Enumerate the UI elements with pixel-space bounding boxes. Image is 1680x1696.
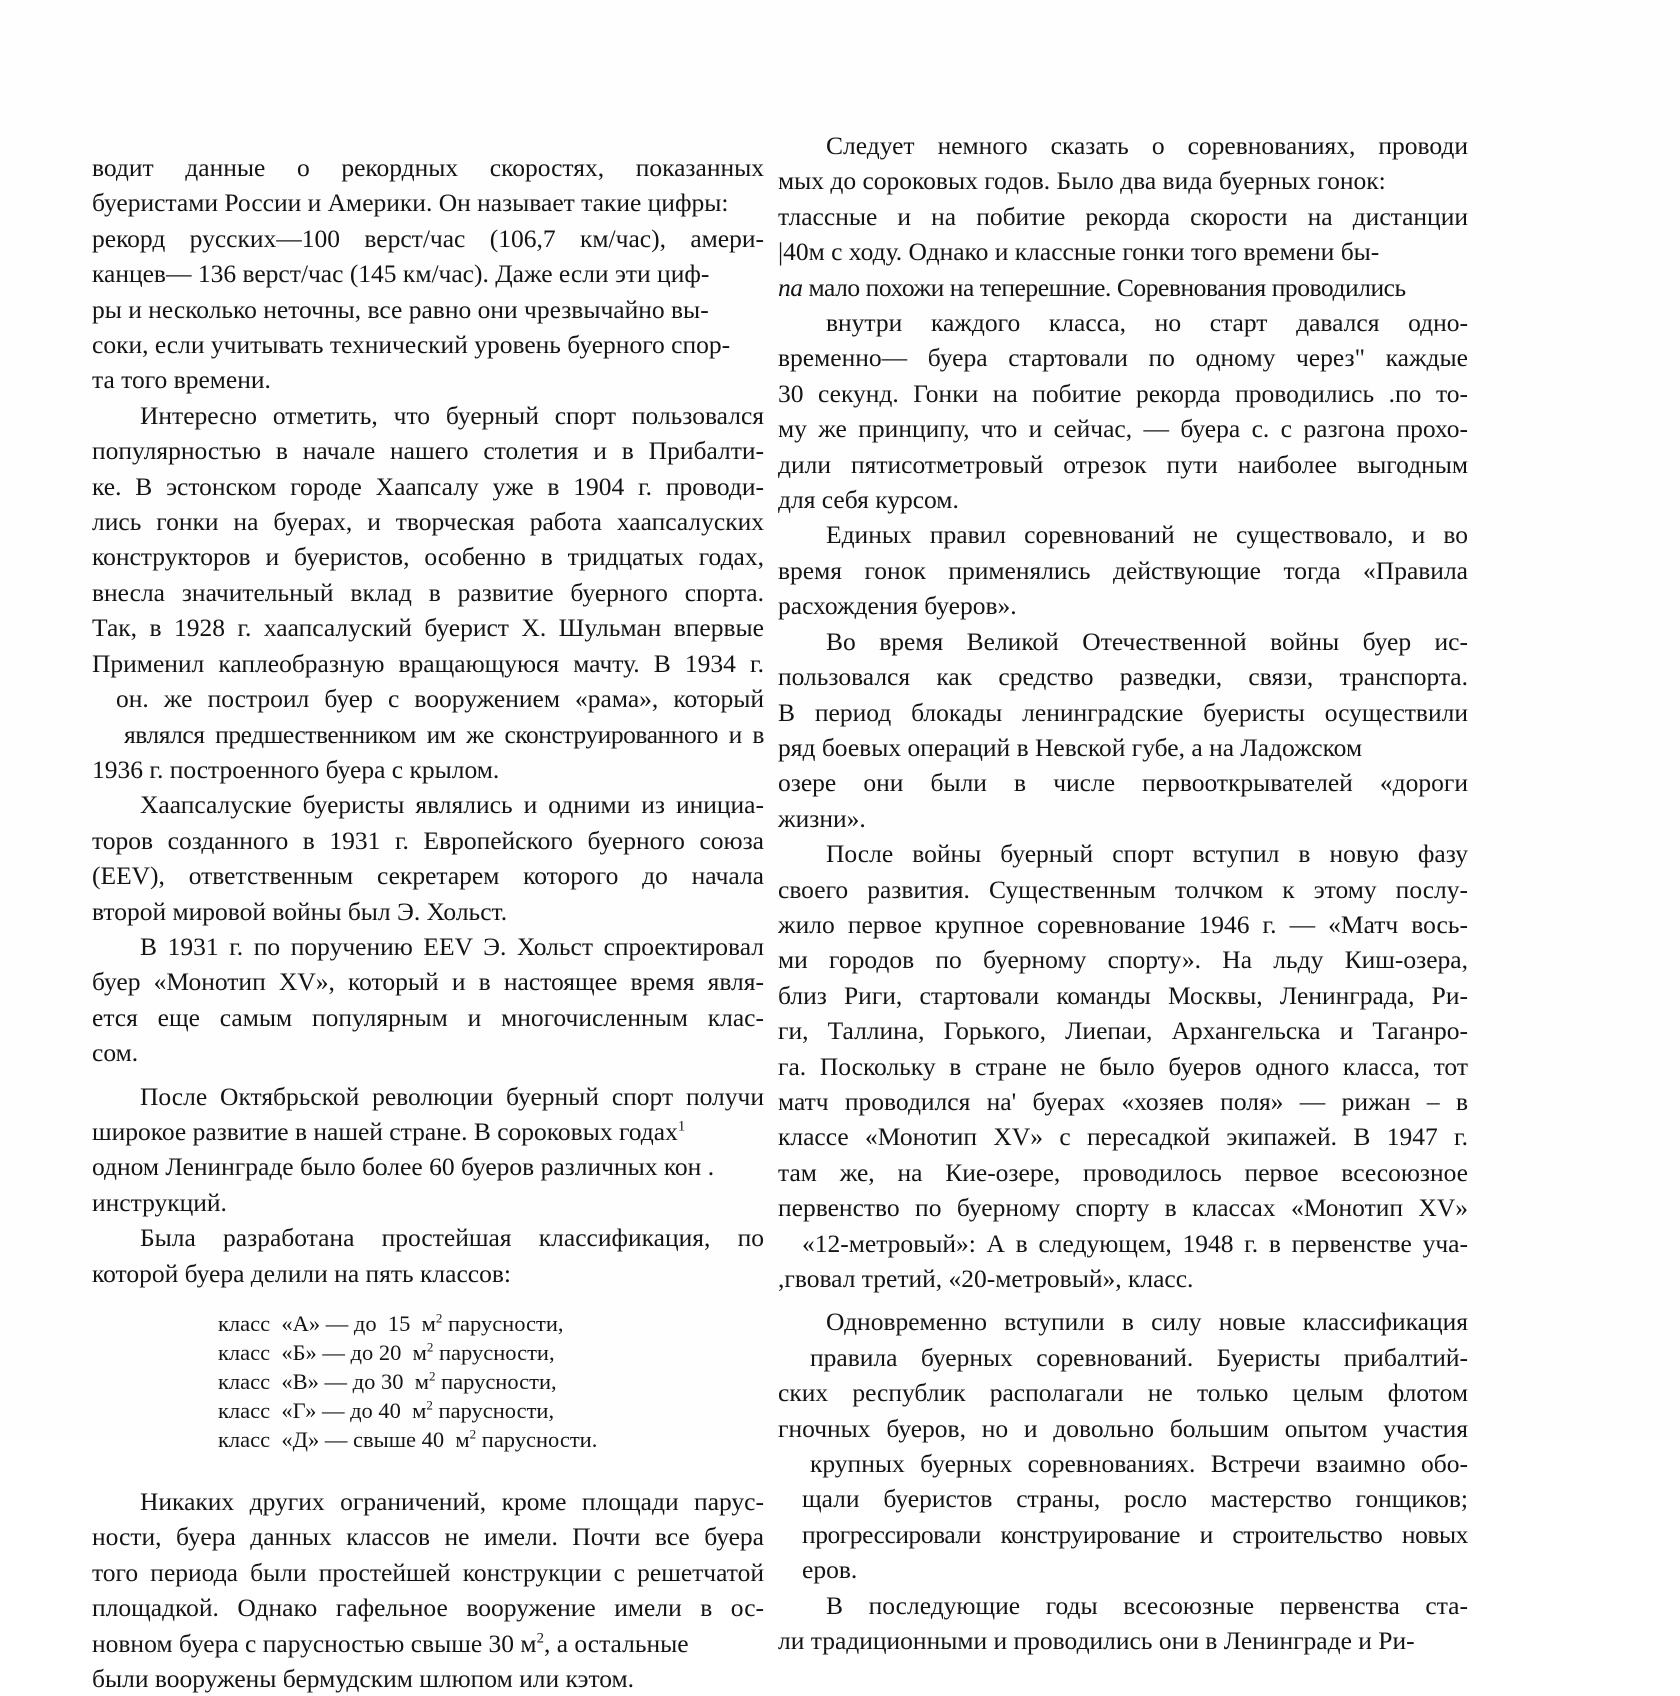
paragraph-spacer — [778, 1296, 1468, 1304]
text-line: ряд боевых операций в Невской губе, а на Ладожском — [778, 732, 1363, 762]
text-line: сом. — [92, 1038, 139, 1068]
text-line: были вооружены бермудским шлюпом или кэтом. — [92, 1664, 635, 1694]
text-line: популярностью в начале нашего столетия и в Прибалти- — [92, 436, 764, 466]
text-line: дили пятисотметровый отрезок пути наиболее выгодным — [778, 449, 1468, 479]
class-tail: парусности, — [433, 1340, 555, 1365]
text-line: Никаких других ограничений, кроме площади парус- — [140, 1487, 764, 1516]
text-line: для себя курсом. — [778, 485, 959, 515]
class-label: класс «Г» — до 40 м — [218, 1398, 427, 1423]
text-line: «12-метровый»: А в следующем, 1948 г. в первенстве уча- — [802, 1228, 1468, 1258]
text-line: После Октябрьской революции буерный спорт получи — [140, 1081, 764, 1111]
text-line: одном Ленинграде было более 60 буеров различных кон . — [92, 1152, 715, 1182]
text-line: второй мировой войны был Э. Хольст. — [92, 896, 508, 926]
class-tail: парусности, — [435, 1369, 557, 1394]
text-line: инструкций. — [92, 1187, 227, 1217]
text-line: та того времени. — [92, 365, 271, 395]
text-line: В последующие годы всесоюзные первенства ста- — [826, 1590, 1468, 1620]
list-item — [92, 1338, 764, 1367]
text-line: рекорд русских—100 верст/час (106,7 км/час), амери- — [92, 223, 764, 253]
class-label: класс «Д» — свыше 40 м — [218, 1427, 470, 1452]
text-line: своего развития. Существенным толчком к этому послу- — [778, 874, 1468, 904]
paragraph-eev — [92, 787, 764, 929]
text-line: ности, буера данных классов не имели. Почти все буера — [92, 1522, 764, 1552]
class-tail: парусности, — [432, 1398, 555, 1423]
text-line: торов созданного в 1931 г. Европейского буерного союза — [92, 825, 764, 855]
text-line: ли традиционными и проводились они в Ленинграде и Ри- — [778, 1626, 1415, 1656]
paragraph-new-rules — [778, 1304, 1468, 1587]
text-line: он. же построил буер с вооружением «рама», который — [116, 684, 764, 714]
text-line: Была разработана простейшая классификация, по — [140, 1223, 764, 1253]
text-line: расхождения буеров». — [778, 591, 1017, 621]
list-item — [92, 1425, 764, 1454]
text-line: мых до сороковых годов. Было два вида буерных гонок: — [778, 166, 1386, 196]
text-line: которой буера делили на пять классов: — [92, 1258, 511, 1288]
text-line: прогрессировали конструирование и строительство новых — [802, 1519, 1468, 1549]
paragraph-limits — [92, 1484, 764, 1696]
square-exponent: 2 — [426, 1339, 434, 1355]
text-line: ских республик располагали не только целым флотом — [778, 1378, 1468, 1408]
footnote-marker: 1 — [677, 1118, 686, 1135]
list-item — [92, 1309, 764, 1338]
text-line: классе «Монотип XV» с пересадкой экипажей. В 1947 г. — [778, 1122, 1468, 1152]
text-line: Интересно отметить, что буерный спорт пользовался — [140, 400, 764, 430]
text-line: Так, в 1928 г. хаапсалуский буерист Х. Шульман впервые — [92, 613, 764, 643]
text-line: |40м с ходу. Однако и классные гонки того времени бы- — [778, 237, 1380, 267]
class-label: класс «В» — до 30 м — [218, 1369, 429, 1394]
text-line: 30 секунд. Гонки на побитие рекорда проводились .по то- — [778, 378, 1468, 408]
text-line: жизни». — [778, 803, 866, 833]
text-line: жило первое крупное соревнование 1946 г. — «Матч вось- — [778, 909, 1468, 939]
text-line: площадкой. Однако гафельное вооружение имели в ос- — [92, 1593, 764, 1623]
text-line: тлассные и на побитие рекорда скорости на дистанции — [778, 201, 1468, 231]
text-line: ,гвовал третий, «20-метровый», класс. — [778, 1264, 1194, 1293]
paragraph-haapsalu — [92, 398, 764, 787]
square-exponent: 2 — [435, 1310, 443, 1326]
text-line: Одновременно вступили в силу новые классификация — [826, 1307, 1468, 1337]
paragraph-spacer — [92, 1454, 764, 1484]
text-line: му же принципу, что и сейчас, — буера с. с разгона прохо- — [778, 414, 1468, 444]
text-line: первенство по буерному спорту в классах «Монотип XV» — [778, 1193, 1468, 1223]
text-line: ры и несколько неточны, все равно они чрезвычайно вы- — [92, 294, 709, 324]
text-line: ми городов по буерному спорту». На льду Киш-озера, — [778, 945, 1468, 975]
paragraph-spacer — [92, 1071, 764, 1079]
text-line: Единых правил соревнований не существовало, и во — [826, 520, 1468, 550]
text-line: После войны буерный спорт вступил в новую фазу — [826, 839, 1468, 869]
text-line: крупных буерных соревнованиях. Встречи взаимно обо- — [810, 1449, 1468, 1479]
list-item — [92, 1396, 764, 1425]
text-line: щали буеристов страны, росло мастерство гонщиков; — [802, 1484, 1468, 1514]
left-text-column — [92, 150, 764, 1696]
text-line: правила буерных соревнований. Буеристы прибалтий- — [810, 1342, 1468, 1372]
paragraph-records — [92, 150, 764, 398]
line-text-tail: , а остальные — [543, 1628, 689, 1658]
text-line: Следует немного сказать о соревнованиях, проводи — [826, 131, 1468, 160]
text-line: ется еще самым популярным и многочисленным клас- — [92, 1002, 764, 1032]
text-line: (EEV), ответственным секретарем которого до начала — [92, 861, 764, 891]
text-line: буеристами России и Америки. Он называет такие цифры: — [92, 188, 729, 218]
text-line: того периода были простейшей конструкции с решетчатой — [92, 1557, 764, 1587]
class-label: класс «А» — до 15 м — [218, 1311, 436, 1336]
text-line: конструкторов и буеристов, особенно в тридцатых годах, — [92, 542, 764, 572]
text-line: Применил каплеобразную вращающуюся мачту. В 1934 г. — [92, 648, 764, 678]
text-line: буер «Монотип XV», который и в настоящее время явля- — [92, 967, 764, 997]
text-line: еров. — [802, 1555, 858, 1585]
right-text-column — [778, 128, 1468, 1658]
text-line: водит данные о рекордных скоростях, показанных — [92, 153, 764, 182]
text-line — [92, 1626, 764, 1661]
text-line: Хаапсалуские буеристы являлись и одними из инициа- — [140, 790, 764, 820]
text-line: внесла значительный вклад в развитие буерного спорта. — [92, 577, 764, 607]
paragraph-classification — [92, 1220, 764, 1291]
text-line: В 1931 г. по поручению EEV Э. Хольст спроектировал — [140, 931, 764, 961]
text-line: гночных буеров, но и довольно большим опытом участия — [778, 1413, 1468, 1443]
text-line: время гонок применялись действующие тогда «Правила — [778, 555, 1468, 585]
line-text: мало похожи на теперешние. Соревнования проводились — [802, 272, 1406, 302]
square-exponent: 2 — [426, 1397, 433, 1413]
text-line — [92, 1114, 764, 1149]
paragraph-monotype — [92, 929, 764, 1071]
paragraph-postwar — [778, 836, 1468, 1296]
text-line: временно— буера стартовали по одному через" каждые — [778, 343, 1468, 373]
paragraph-war — [778, 624, 1468, 836]
text-line: ке. В эстонском городе Хаапсалу уже в 1904 г. проводи- — [92, 471, 764, 501]
square-exponent: 2 — [469, 1426, 477, 1442]
square-exponent: 2 — [428, 1368, 436, 1384]
paragraph-start-procedure — [778, 305, 1468, 517]
class-label: класс «Б» — до 20 м — [218, 1340, 427, 1365]
text-line: пользовался как средство разведки, связи, транспорта. — [778, 662, 1468, 692]
text-line: внутри каждого класса, но старт давался одно- — [826, 308, 1468, 338]
class-tail: парусности. — [476, 1427, 598, 1452]
paragraph-rules — [778, 517, 1468, 623]
square-exponent: 2 — [536, 1630, 544, 1647]
text-line: лись гонки на буерах, и творческая работа хаапсалуских — [92, 507, 764, 537]
list-spacer — [92, 1291, 764, 1309]
paragraph-later-years — [778, 1588, 1468, 1659]
text-line: га. Поскольку в стране не было буеров одного класса, тот — [778, 1051, 1468, 1081]
text-line — [778, 270, 1468, 305]
class-tail: парусности, — [442, 1311, 564, 1336]
text-line: там же, на Кие-озере, проводилось первое всесоюзное — [778, 1157, 1468, 1187]
text-line: озере они были в числе первооткрывателей «дороги — [778, 768, 1468, 798]
text-line: В период блокады ленинградские буеристы осуществили — [778, 697, 1468, 727]
text-line: близ Риги, стартовали команды Москвы, Ленинграда, Ри- — [778, 980, 1468, 1010]
list-item — [92, 1367, 764, 1396]
text-line: являлся предшественником им же сконструированного и в — [124, 719, 764, 749]
text-line: соки, если учитывать технический уровень буерного спор- — [92, 330, 731, 360]
text-line: ги, Таллина, Горького, Лиепаи, Архангельска и Таганро- — [778, 1016, 1468, 1046]
paragraph-competitions — [778, 128, 1468, 305]
text-line: канцев— 136 верст/час (145 км/час). Даже если эти циф- — [92, 259, 710, 289]
paragraph-revolution — [92, 1079, 764, 1221]
text-line: матч проводился на' буерах «хозяев поля» — рижан – в — [778, 1086, 1468, 1116]
text-line: Во время Великой Отечественной войны буер ис- — [826, 626, 1468, 656]
text-line: 1936 г. построенного буера с крылом. — [92, 754, 500, 784]
line-text: широкое развитие в нашей стране. В сороковых годах — [92, 1116, 678, 1146]
line-text: новном буера с парусностью свыше 30 м — [92, 1628, 537, 1658]
sail-class-list — [92, 1309, 764, 1454]
italic-fragment: па — [778, 272, 803, 302]
